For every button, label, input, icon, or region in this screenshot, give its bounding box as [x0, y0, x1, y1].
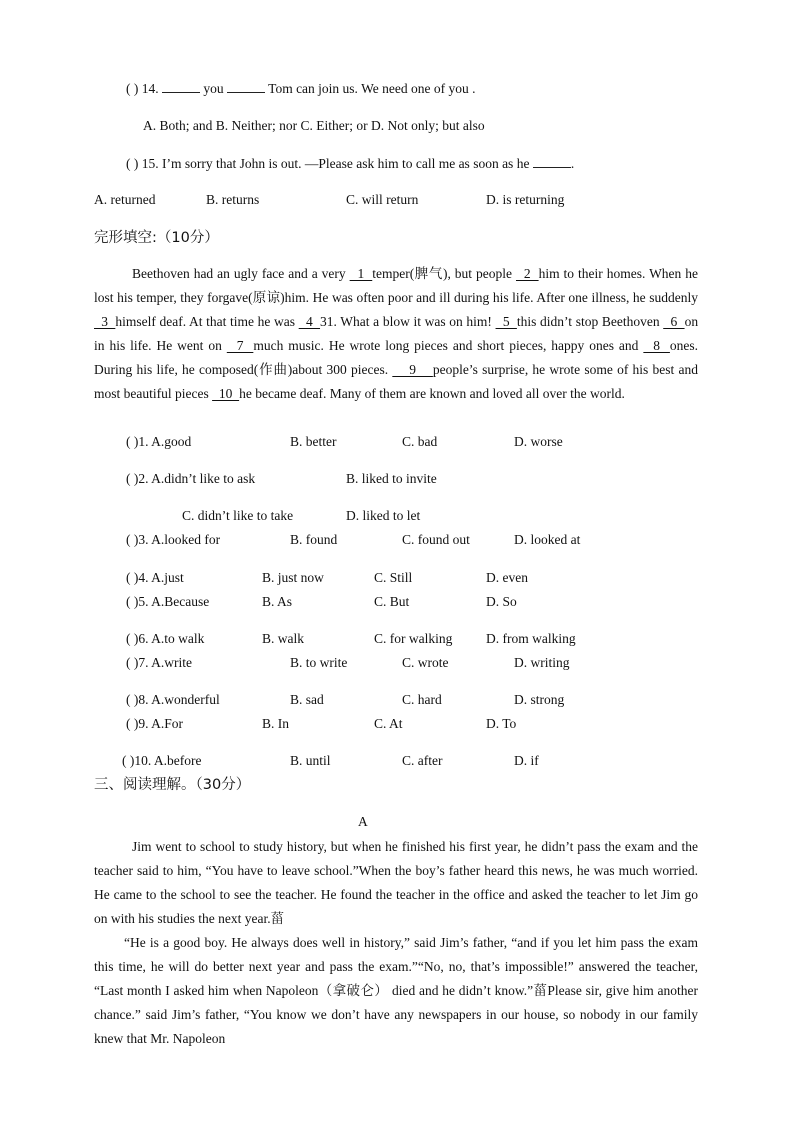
cloze-q9-option-b: B. In — [262, 716, 289, 731]
cloze-blank: 7 — [226, 338, 254, 353]
cloze-text: 31. What a blow it was on him! — [320, 314, 496, 329]
cloze-q9-option-d: D. To — [486, 716, 517, 731]
cloze-blank: 8 — [643, 338, 670, 353]
cloze-q8: ( )8. A.wonderful — [126, 692, 220, 707]
cloze-q2-option-d: D. liked to let — [346, 508, 421, 523]
cloze-q6: ( )6. A.to walk — [126, 631, 205, 646]
cloze-q10: ( )10. A.before — [122, 753, 202, 768]
cloze-q8-option-c: C. hard — [402, 692, 442, 707]
cloze-q2: ( )2. A.didn’t like to ask — [126, 471, 256, 486]
cloze-text: himself deaf. At that time he was — [115, 314, 299, 329]
q15-option-a: A. returned — [94, 192, 156, 207]
cloze-q3: ( )3. A.looked for — [126, 532, 221, 547]
cloze-q10-option-b: B. until — [290, 753, 331, 768]
cloze-q9: ( )9. A.For — [126, 716, 183, 731]
cloze-passage — [94, 262, 698, 406]
cloze-q4-option-b: B. just now — [262, 570, 324, 585]
cloze-blank: 10 — [212, 386, 240, 401]
cloze-blank: 9 — [392, 362, 433, 377]
cloze-blank: 4 — [298, 314, 321, 329]
cloze-blank: 2 — [515, 266, 539, 281]
q15-option-b: B. returns — [206, 192, 260, 207]
cloze-q5-option-c: C. But — [374, 594, 410, 609]
cloze-q1-option-b: B. better — [290, 434, 337, 449]
q15-option-c: C. will return — [346, 192, 419, 207]
cloze-q5-option-d: D. So — [486, 594, 517, 609]
q15-blank — [533, 154, 571, 168]
cloze-q2-option-c: C. didn’t like to take — [182, 508, 294, 523]
cloze-q7-option-c: C. wrote — [402, 655, 449, 670]
cloze-q5-option-b: B. As — [262, 594, 293, 609]
cloze-q2-option-b: B. liked to invite — [346, 471, 437, 486]
reading-heading: 三、阅读理解。（30分） — [94, 777, 251, 793]
cloze-q7-option-d: D. writing — [514, 655, 570, 670]
cloze-q4: ( )4. A.just — [126, 570, 184, 585]
cloze-q5: ( )5. A.Because — [126, 594, 210, 609]
cloze-q10-option-d: D. if — [514, 753, 539, 768]
cloze-text: much music. He wrote long pieces and short pieces, happy ones and — [253, 338, 644, 353]
cloze-q8-option-b: B. sad — [290, 692, 324, 707]
passage-label: A — [358, 814, 368, 829]
cloze-blank: 3 — [94, 314, 116, 329]
cloze-text: this didn’t stop Beethoven — [516, 314, 664, 329]
q15-option-d: D. is returning — [486, 192, 565, 207]
cloze-q1: ( )1. A.good — [126, 434, 192, 449]
q14-blank-2 — [227, 79, 265, 93]
cloze-q3-option-d: D. looked at — [514, 532, 581, 547]
cloze-text: him to their homes. When he lost his temper, they forgave(原谅)him. He was often poor and ill during his life. After one illness, he suddenly — [94, 266, 699, 305]
q15-stem: ( ) 15. I’m sorry that John is out. —Please ask him to call me as soon as he — [126, 156, 530, 171]
cloze-q4-option-d: D. even — [486, 570, 528, 585]
cloze-q8-option-d: D. strong — [514, 692, 565, 707]
cloze-q9-option-c: C. At — [374, 716, 403, 731]
reading-paragraph-2: “He is a good boy. He always does well in history,” said Jim’s father, “and if you let him pass the exam this time, he will do better next year and pass the exam.”“No, no, that’s impossible!” answered the teacher, “Last month I asked him when Napoleon（拿破仑） died and he didn’t know.”菑Please sir, give him another chance.” said Jim’s father, “You know we don’t have any newspapers in our house, so nobody in our family knew that Mr. Napoleon — [94, 935, 698, 1046]
cloze-q6-option-d: D. from walking — [486, 631, 576, 646]
cloze-blank: 1 — [349, 266, 373, 281]
question-14-options: A. Both; and B. Neither; nor C. Either; or D. Not only; but also — [143, 118, 485, 133]
q15-tail: . — [570, 156, 575, 171]
cloze-q1-option-c: C. bad — [402, 434, 438, 449]
cloze-q7-option-b: B. to write — [290, 655, 348, 670]
q14-blank-1 — [162, 79, 200, 93]
cloze-text: people’s surprise, he wrote some of his best and most beautiful pieces — [94, 362, 698, 401]
cloze-q1-option-d: D. worse — [514, 434, 563, 449]
cloze-q6-option-b: B. walk — [262, 631, 304, 646]
cloze-text: temper(脾气), but people — [372, 266, 516, 281]
q14-text-1: you — [203, 81, 224, 96]
cloze-q3-option-c: C. found out — [402, 532, 470, 547]
question-15 — [126, 154, 574, 173]
cloze-blank: 6 — [663, 314, 685, 329]
cloze-text: on in his life. He went on — [94, 314, 699, 353]
q14-text-2: Tom can join us. We need one of you . — [268, 81, 476, 96]
cloze-text: Beethoven had an ugly face and a very — [132, 266, 350, 281]
cloze-q7: ( )7. A.write — [126, 655, 192, 670]
question-14 — [126, 79, 475, 98]
cloze-text: he became deaf. Many of them are known and loved all over the world. — [239, 386, 625, 401]
cloze-heading: 完形填空:（10分） — [94, 230, 219, 246]
cloze-text: ones. During his life, he composed(作曲)about 300 pieces. — [94, 338, 699, 377]
cloze-q3-option-b: B. found — [290, 532, 338, 547]
cloze-blank: 5 — [495, 314, 517, 329]
cloze-q6-option-c: C. for walking — [374, 631, 453, 646]
q14-number: ( ) 14. — [126, 81, 159, 96]
cloze-q10-option-c: C. after — [402, 753, 443, 768]
reading-paragraph-1: Jim went to school to study history, but when he finished his first year, he didn’t pass the exam and the teacher said to him, “You have to leave school.”When the boy’s father heard this news, he was much worried. He came to the school to see the teacher. He found the teacher in the office and asked the teacher to let Jim go on with his studies the next year.菑 — [94, 839, 698, 926]
cloze-q4-option-c: C. Still — [374, 570, 413, 585]
